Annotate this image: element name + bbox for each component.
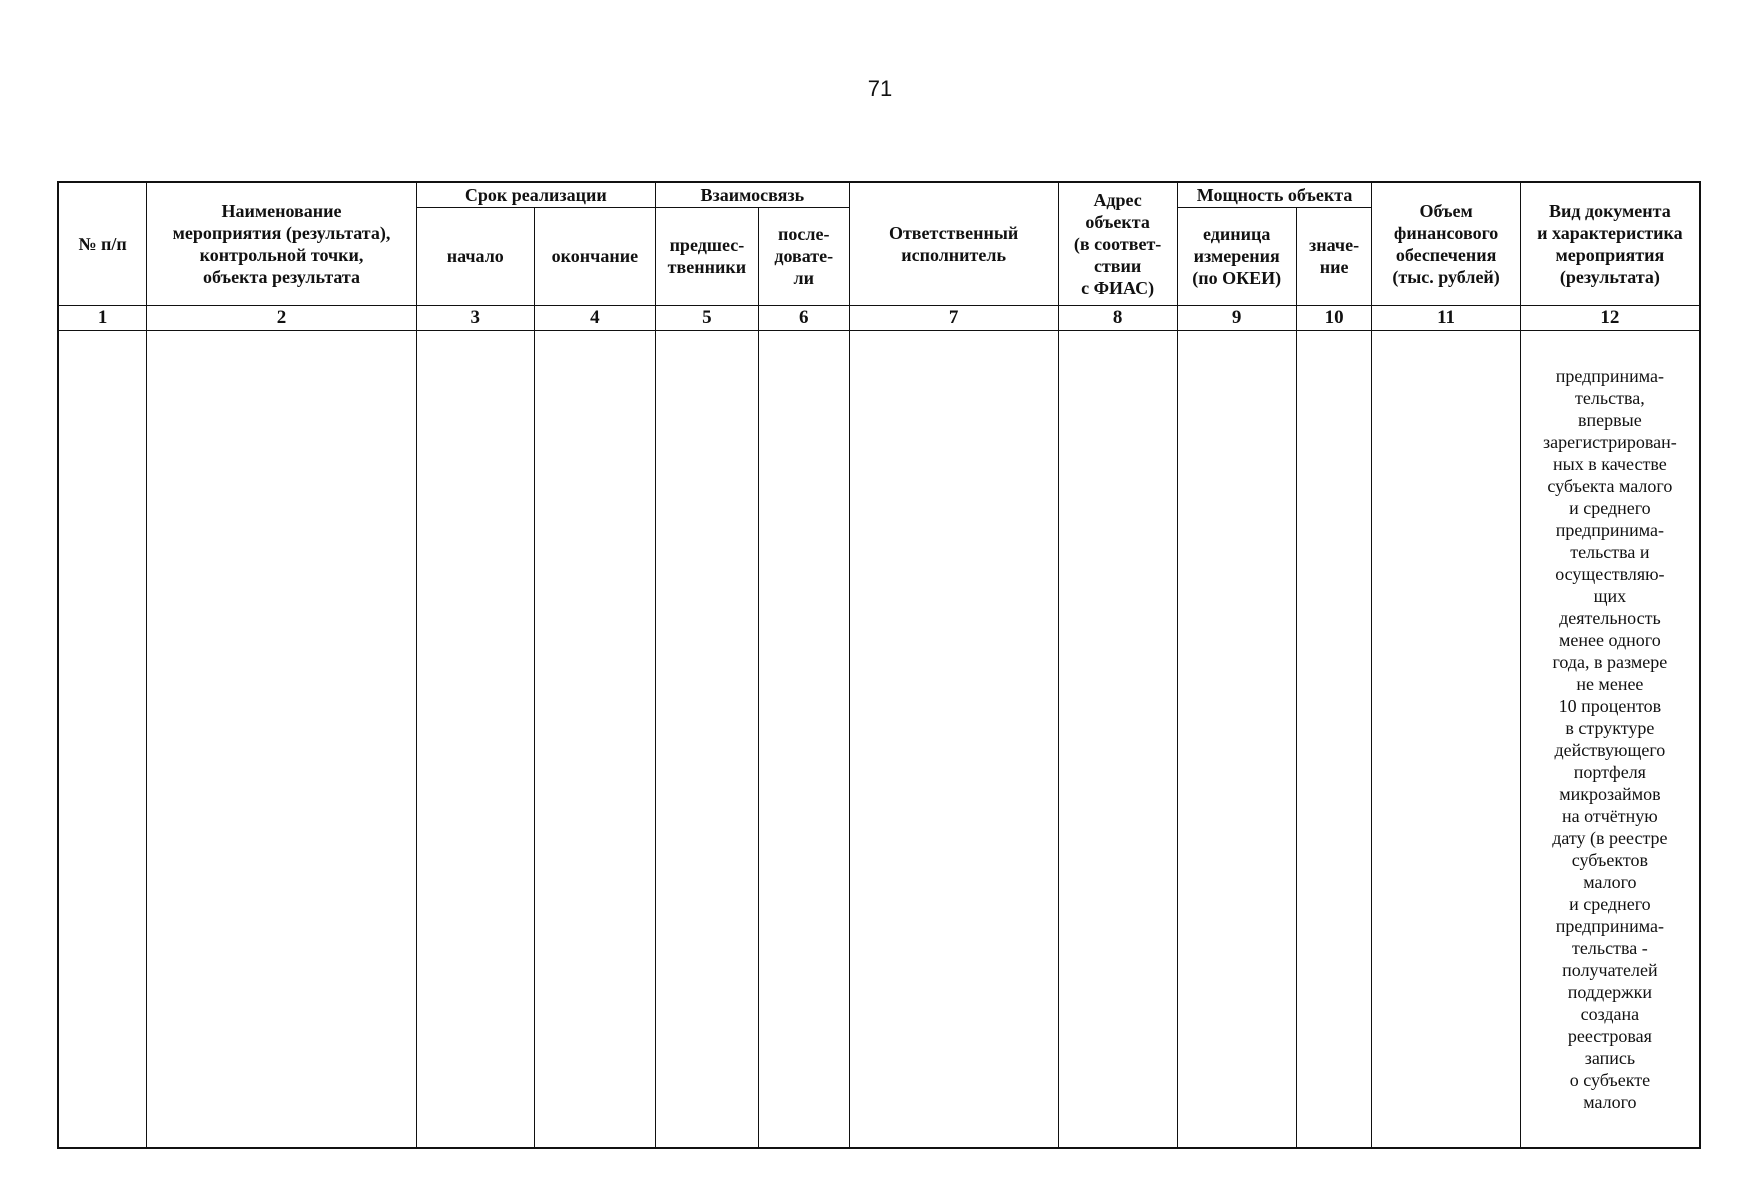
header-term-group: Срок реализации	[416, 182, 655, 207]
cell-name	[147, 330, 416, 1148]
plan-table	[57, 181, 1701, 1149]
header-capacity-group: Мощность объекта	[1177, 182, 1372, 207]
header-name: Наименование мероприятия (результата), контрольной точки, объекта результата	[147, 182, 416, 305]
header-start: начало	[416, 207, 534, 305]
column-number-3: 3	[416, 305, 534, 330]
cell-end	[534, 330, 655, 1148]
cell-responsible	[849, 330, 1058, 1148]
cell-number	[58, 330, 147, 1148]
header-successors: после- довате- ли	[758, 207, 849, 305]
header-row-top	[58, 182, 1700, 207]
header-number: № п/п	[58, 182, 147, 305]
page-number: 71	[867, 76, 893, 101]
column-number-11: 11	[1372, 305, 1520, 330]
cell-start	[416, 330, 534, 1148]
column-number-7: 7	[849, 305, 1058, 330]
column-number-9: 9	[1177, 305, 1296, 330]
header-document-type: Вид документа и характеристика мероприятия (результата)	[1520, 182, 1700, 305]
column-number-8: 8	[1058, 305, 1177, 330]
table-row	[58, 330, 1700, 1148]
column-number-10: 10	[1296, 305, 1372, 330]
header-unit: единица измерения (по ОКЕИ)	[1177, 207, 1296, 305]
header-address: Адрес объекта (в соответ- ствии с ФИАС)	[1058, 182, 1177, 305]
column-numbers-row	[58, 305, 1700, 330]
column-number-6: 6	[758, 305, 849, 330]
header-finance: Объем финансового обеспечения (тыс. рублей)	[1372, 182, 1520, 305]
column-number-4: 4	[534, 305, 655, 330]
cell-predecessors	[655, 330, 758, 1148]
cell-address	[1058, 330, 1177, 1148]
header-responsible: Ответственный исполнитель	[849, 182, 1058, 305]
cell-finance	[1372, 330, 1520, 1148]
cell-document-type: предпринима- тельства, впервые зарегистрирован- ных в качестве субъекта малого и среднего предпринима- тельства и осуществляю- щих деятельность менее одного года, в размере не менее 10 процентов в структуре действующего портфеля микрозаймов на отчётную дату (в реестре субъектов малого и среднего предпринима- тельства - получателей поддержки создана реестровая запись о субъекте малого	[1520, 330, 1700, 1148]
header-end: окончание	[534, 207, 655, 305]
column-number-2: 2	[147, 305, 416, 330]
header-link-group: Взаимосвязь	[655, 182, 849, 207]
header-predecessors: предшес- твенники	[655, 207, 758, 305]
header-value: значе- ние	[1296, 207, 1372, 305]
column-number-12: 12	[1520, 305, 1700, 330]
cell-unit	[1177, 330, 1296, 1148]
column-number-1: 1	[58, 305, 147, 330]
cell-value	[1296, 330, 1372, 1148]
column-number-5: 5	[655, 305, 758, 330]
cell-successors	[758, 330, 849, 1148]
